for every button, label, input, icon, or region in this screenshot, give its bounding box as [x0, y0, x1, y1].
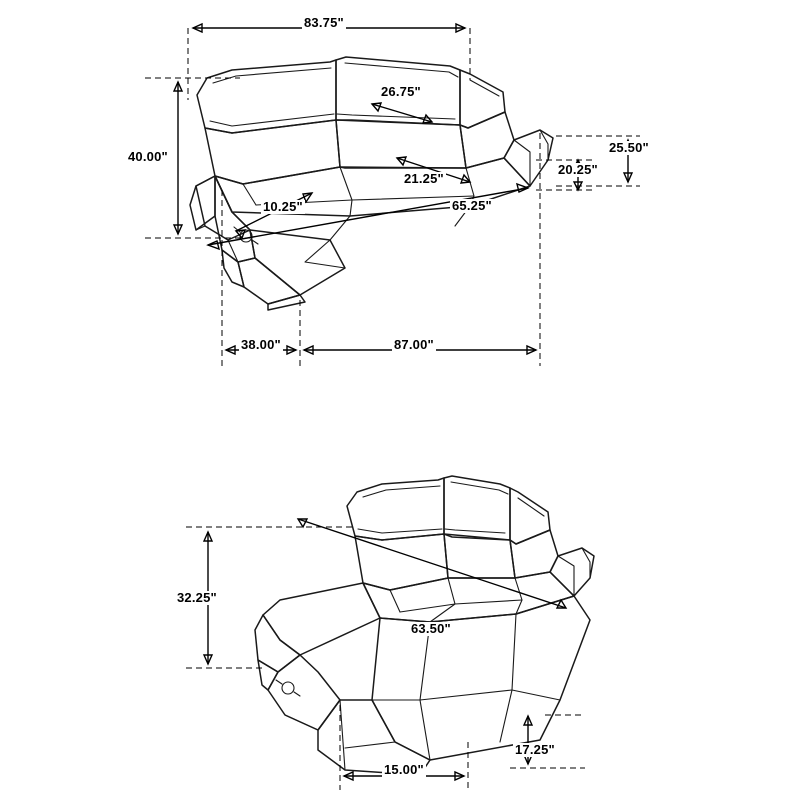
dimension-label-arm-width: 10.25": [263, 199, 303, 214]
dimension-label-overall-height: 40.00": [128, 149, 168, 164]
dimension-label-seat-width: 65.25": [452, 198, 492, 213]
three-seat-sofa-illustration: [190, 57, 553, 310]
dimension-label-loveseat-depth-closed: 15.00": [384, 762, 424, 777]
dimension-label-seat-height-right: 20.25": [558, 162, 598, 177]
dimension-label-depth-closed: 38.00": [241, 337, 281, 352]
dimension-label-loveseat-seat-width: 63.50": [411, 621, 451, 636]
dimension-label-loveseat-overall-height: 32.25": [177, 590, 217, 605]
dimension-label-arm-height-right: 25.50": [609, 140, 649, 155]
dimension-label-seat-depth-diagonal: 21.25": [404, 171, 444, 186]
dimension-label-depth-extended: 87.00": [394, 337, 434, 352]
dimension-label-seat-back-height: 26.75": [381, 84, 421, 99]
dimension-label-width-top: 83.75": [304, 15, 344, 30]
dimension-label-loveseat-footrest-height: 17.25": [515, 742, 555, 757]
three-seat-sofa-dimensions: [145, 24, 640, 366]
